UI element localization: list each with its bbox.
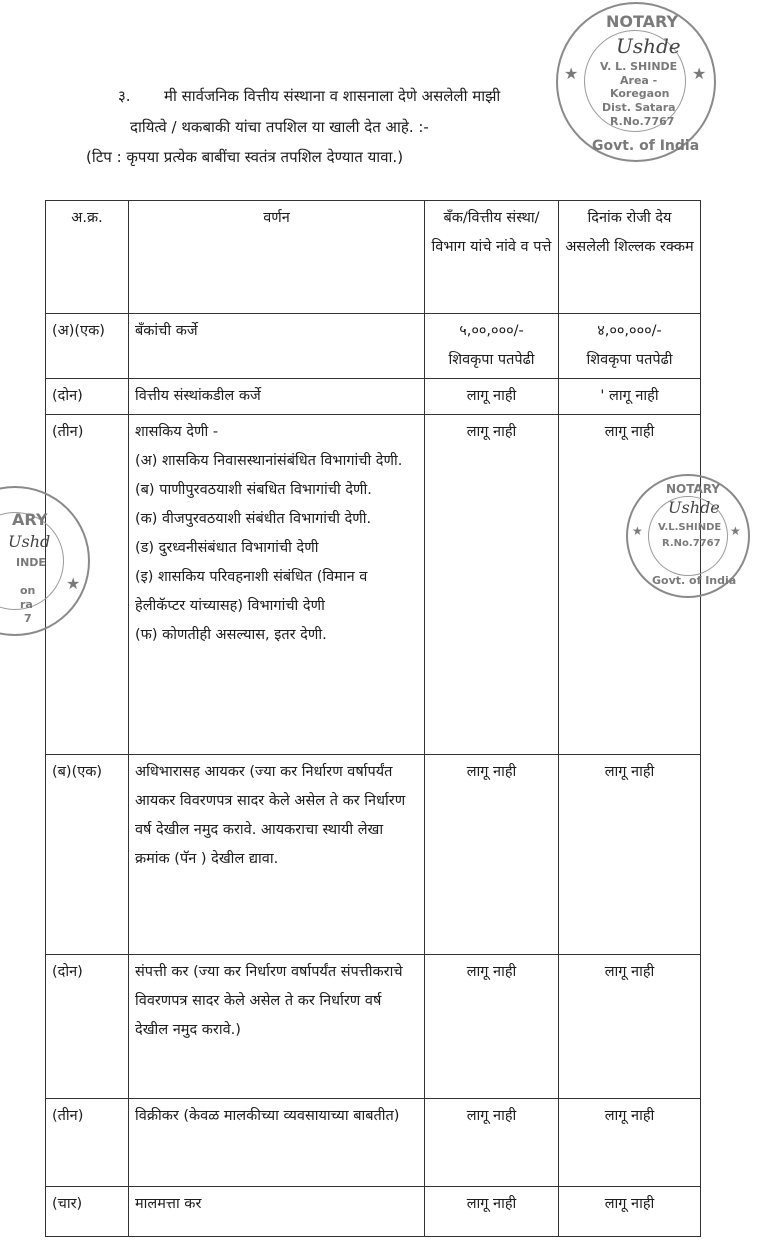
stamp-reg: R.No.7767 (662, 538, 721, 549)
signature-icon: Ushde (616, 34, 681, 58)
row-description: विक्रीकर (केवळ मालकीच्या व्यवसायाच्या बाबतीत) (129, 1099, 425, 1187)
row-serial: (ब)(एक) (46, 755, 129, 955)
stamp-area: Area - (620, 74, 658, 87)
sub-item: (क) वीजपुरवठयाशी संबंधीत विभागांची देणी. (135, 511, 372, 527)
row-bank: लागू नाही (425, 755, 559, 955)
row-serial: (तीन) (46, 1099, 129, 1187)
row-bank: लागू नाही (425, 955, 559, 1099)
sub-item: (अ) शासकिय निवासस्थानांसंबंधित विभागांची देणी. (135, 453, 403, 469)
row-amount: लागू नाही (559, 955, 701, 1099)
row-description: बॅंकांची कर्जे (129, 314, 425, 379)
row-serial: (अ)(एक) (46, 314, 129, 379)
row-serial: (तीन) (46, 415, 129, 755)
star-icon: ★ (632, 524, 643, 538)
row-amount: लागू नाही (559, 1187, 701, 1237)
intro-line-2: दायित्वे / थकबाकी यांचा तपशिल या खाली देत आहे. :- (130, 118, 429, 136)
row-bank: लागू नाही (425, 415, 559, 755)
row-description: मालमत्ता कर (129, 1187, 425, 1237)
header-description: वर्णन (129, 201, 425, 314)
row-bank: ५,००,०००/- शिवकृपा पतपेढी (425, 314, 559, 379)
table-row (46, 415, 701, 755)
signature-icon: Ushd (8, 532, 51, 551)
sub-item: (फ) कोणतीही असल्यास, इतर देणी. (135, 627, 327, 643)
stamp-title: NOTARY (666, 482, 721, 496)
row-amount: ४,००,०००/- शिवकृपा पतपेढी (559, 314, 701, 379)
stamp-line: ra (20, 598, 33, 611)
row-amount: लागू नाही (559, 755, 701, 955)
row-serial: (दोन) (46, 379, 129, 415)
notary-stamp-top (556, 2, 716, 162)
row-description: संपत्ती कर (ज्या कर निर्धारण वर्षापर्यंत संपत्तीकराचे विवरणपत्र सादर केले असेल ते कर निर्धारण वर्ष देखील नमुद करावे.) (129, 955, 425, 1099)
stamp-govt: Govt. of India (652, 574, 737, 587)
stamp-name: V.L.SHINDE (658, 522, 722, 533)
row-description: वित्तीय संस्थांकडील कर्जे (129, 379, 425, 415)
stamp-name: INDE (16, 556, 46, 569)
header-serial: अ.क्र. (46, 201, 129, 314)
header-bank: बॅंक/वित्तीय संस्था/ विभाग यांचे नांवे व पत्ते (425, 201, 559, 314)
liabilities-table (45, 200, 701, 1237)
table-row (46, 314, 701, 379)
row-bank: लागू नाही (425, 1099, 559, 1187)
stamp-district: Dist. Satara (602, 101, 676, 114)
star-icon: ★ (730, 524, 741, 538)
star-icon: ★ (564, 64, 579, 83)
stamp-title: NOTARY (606, 12, 679, 31)
intro-line-1: ३. मी सार्वजनिक वित्तीय संस्थाना व शासनाला देणे असलेली माझी (118, 87, 501, 105)
sub-item: (ब) पाणीपुरवठयाशी संबधित विभागांची देणी. (135, 482, 372, 498)
row-bank: लागू नाही (425, 379, 559, 415)
sub-item: (इ) शासकिय परिवहनाशी संबंधित (विमान व हेलीकॅप्टर यांच्यासह) विभागांची देणी (135, 569, 368, 614)
intro-note: (टिप : कृपया प्रत्येक बाबींचा स्वतंत्र तपशिल देण्यात यावा.) (86, 148, 404, 166)
signature-icon: Ushde (668, 498, 720, 517)
row-bank: लागू नाही (425, 1187, 559, 1237)
row-serial: (दोन) (46, 955, 129, 1099)
star-icon: ★ (66, 574, 81, 593)
row-amount: लागू नाही (559, 415, 701, 755)
table-header-row (46, 201, 701, 314)
stamp-title: ARY (12, 510, 48, 529)
table-row (46, 1187, 701, 1237)
table-row (46, 955, 701, 1099)
section-number: ३. (118, 87, 131, 105)
sub-item: (ड) दुरध्वनीसंबंधात विभागांची देणी (135, 540, 319, 556)
notary-stamp-middle (626, 474, 750, 598)
star-icon: ★ (692, 64, 707, 83)
row-description: अधिभारासह आयकर (ज्या कर निर्धारण वर्षापर्यंत आयकर विवरणपत्र सादर केले असेल ते कर निर्धारण वर्ष देखील नमुद करावे. आयकराचा स्थायी लेखा क्रमांक (पॅन ) देखील द्यावा. (129, 755, 425, 955)
stamp-place: Koregaon (610, 87, 670, 100)
stamp-reg: R.No.7767 (610, 115, 675, 128)
stamp-line: on (20, 584, 36, 597)
stamp-line: 7 (24, 612, 32, 625)
row-amount: लागू नाही (559, 1099, 701, 1187)
table-row (46, 755, 701, 955)
table-row (46, 1099, 701, 1187)
header-amount: दिनांक रोजी देय असलेली शिल्लक रक्कम (559, 201, 701, 314)
row-amount: ' लागू नाही (559, 379, 701, 415)
row-description: शासकिय देणी - (अ) शासकिय निवासस्थानांसंबंधित विभागांची देणी. (ब) पाणीपुरवठयाशी संबधित विभागांची देणी. (क) वीजपुरवठयाशी संबंधीत विभागांची देणी. (ड) दुरध्वनीसंबंधात विभागांची देणी (इ) शासकिय परिवहनाशी संबंधित (विमान व हेलीकॅप्टर यांच्यासह) विभागांची देणी (फ) कोणतीही असल्यास, इतर देणी. (129, 415, 425, 755)
table-row (46, 379, 701, 415)
row-serial: (चार) (46, 1187, 129, 1237)
stamp-name: V. L. SHINDE (600, 60, 678, 73)
stamp-govt: Govt. of India (592, 138, 700, 154)
